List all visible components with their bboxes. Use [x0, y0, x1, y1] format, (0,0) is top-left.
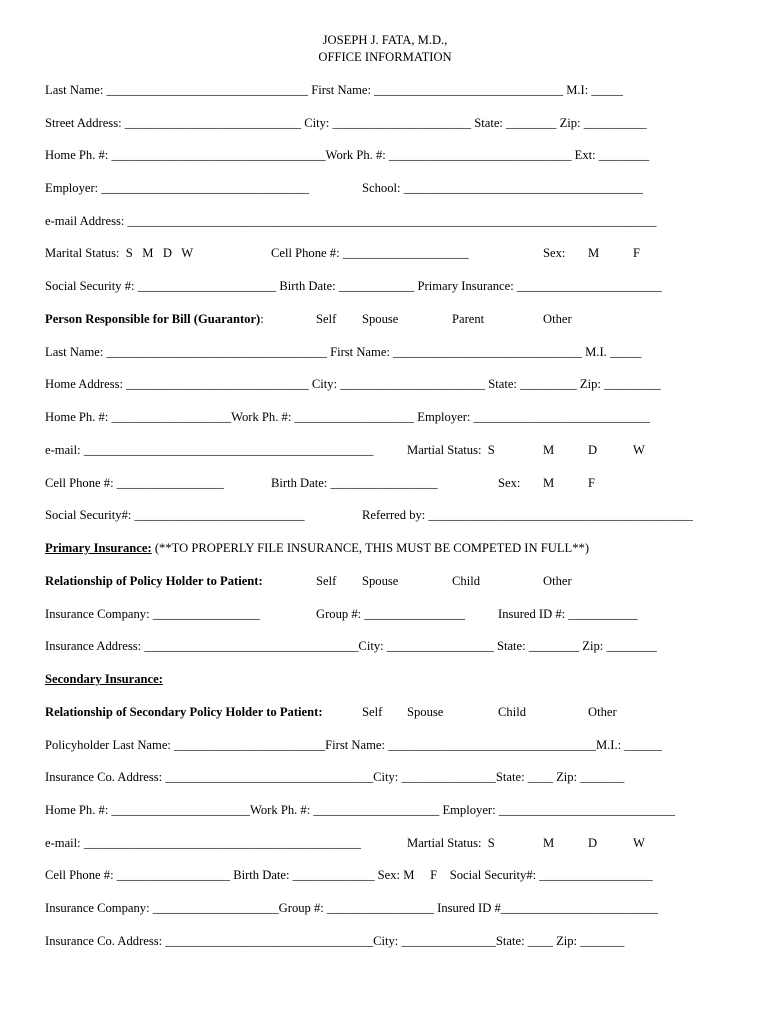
primary-insurance-heading: [45, 541, 589, 556]
secondary-opt-child[interactable]: Child: [498, 705, 526, 719]
doctor-name: JOSEPH J. FATA, M.D.,: [322, 33, 448, 47]
primary-opt-self[interactable]: Self: [316, 574, 337, 588]
guarantor-heading-text: Person Responsible for Bill (Guarantor): [45, 312, 261, 326]
patient-sex-f[interactable]: F: [633, 246, 641, 260]
guarantor-name-field[interactable]: Last Name: ___________________________________ First Name: ______________________________ M.I. _____: [45, 345, 642, 359]
guarantor-heading-colon: :: [260, 312, 264, 326]
secondary-marital-label[interactable]: Martial Status: S: [407, 836, 495, 850]
primary-opt-other[interactable]: Other: [543, 574, 572, 588]
secondary-email-field[interactable]: e-mail: ____________________________________________: [45, 836, 361, 850]
guarantor-opt-parent[interactable]: Parent: [452, 312, 485, 326]
guarantor-marital-w[interactable]: W: [633, 443, 645, 457]
guarantor-referred-field[interactable]: Referred by: __________________________________________: [362, 508, 693, 522]
guarantor-email-field[interactable]: e-mail: ______________________________________________: [45, 443, 374, 457]
guarantor-ssn-field[interactable]: Social Security#: ___________________________: [45, 508, 305, 522]
guarantor-cell-field[interactable]: Cell Phone #: _________________: [45, 476, 224, 490]
guarantor-sex-f[interactable]: F: [588, 476, 596, 490]
secondary-company-field[interactable]: Insurance Company: ____________________Group #: _________________ Insured ID #_________________________: [45, 901, 659, 915]
guarantor-marital-d[interactable]: D: [588, 443, 598, 457]
guarantor-address-field[interactable]: Home Address: _____________________________ City: _______________________ State: _________ Zip: _________: [45, 377, 661, 391]
secondary-insurance-heading: Secondary Insurance:: [45, 672, 163, 686]
patient-sex-m[interactable]: M: [588, 246, 600, 260]
guarantor-opt-self[interactable]: Self: [316, 312, 337, 326]
secondary-phone-field[interactable]: Home Ph. #: ______________________Work Ph. #: ____________________ Employer: ____________________________: [45, 803, 676, 817]
secondary-cell-birth-sex-ssn-field[interactable]: Cell Phone #: __________________ Birth Date: _____________ Sex: M F Social Security#: __________________: [45, 868, 653, 882]
patient-ssn-field[interactable]: Social Security #: ______________________ Birth Date: ____________ Primary Insurance: _______________________: [45, 279, 662, 293]
patient-employer-field[interactable]: Employer: _________________________________: [45, 181, 310, 195]
primary-group-field[interactable]: Group #: ________________: [316, 607, 466, 621]
secondary-marital-m[interactable]: M: [543, 836, 555, 850]
primary-opt-spouse[interactable]: Spouse: [362, 574, 399, 588]
secondary-marital-w[interactable]: W: [633, 836, 645, 850]
secondary-name-field[interactable]: Policyholder Last Name: ________________________First Name: _________________________________M.I.: ______: [45, 738, 663, 752]
guarantor-birth-field[interactable]: Birth Date: _________________: [271, 476, 438, 490]
secondary-address-field[interactable]: Insurance Co. Address: _________________________________City: _______________State: ____ Zip: _______: [45, 770, 625, 784]
secondary-marital-d[interactable]: D: [588, 836, 598, 850]
secondary-relationship-label: Relationship of Secondary Policy Holder to Patient:: [45, 705, 323, 719]
guarantor-phone-field[interactable]: Home Ph. #: ___________________Work Ph. #: ___________________ Employer: ____________________________: [45, 410, 650, 424]
guarantor-opt-other[interactable]: Other: [543, 312, 572, 326]
secondary-opt-other[interactable]: Other: [588, 705, 617, 719]
primary-opt-child[interactable]: Child: [452, 574, 480, 588]
secondary-address-line-field[interactable]: Insurance Co. Address: _________________________________City: _______________State: ____ Zip: _______: [45, 934, 625, 948]
secondary-opt-spouse[interactable]: Spouse: [407, 705, 444, 719]
patient-address-field[interactable]: Street Address: ____________________________ City: ______________________ State: ________ Zip: __________: [45, 116, 647, 130]
form-title: OFFICE INFORMATION: [318, 50, 452, 64]
primary-relationship-label: Relationship of Policy Holder to Patient:: [45, 574, 263, 588]
patient-school-field[interactable]: School: ______________________________________: [362, 181, 643, 195]
guarantor-heading: [45, 312, 264, 327]
patient-name-field[interactable]: Last Name: ________________________________ First Name: ______________________________ M.I: _____: [45, 83, 623, 97]
primary-address-field[interactable]: Insurance Address: __________________________________City: _________________ State: ________ Zip: ________: [45, 639, 657, 653]
guarantor-opt-spouse[interactable]: Spouse: [362, 312, 399, 326]
guarantor-marital-label[interactable]: Martial Status: S: [407, 443, 495, 457]
patient-marital-status[interactable]: Marital Status: S M D W: [45, 246, 194, 260]
primary-note: (**TO PROPERLY FILE INSURANCE, THIS MUST BE COMPETED IN FULL**): [151, 541, 590, 555]
primary-company-field[interactable]: Insurance Company: _________________: [45, 607, 260, 621]
patient-sex-label: Sex:: [543, 246, 566, 260]
patient-cell-field[interactable]: Cell Phone #: ____________________: [271, 246, 469, 260]
primary-insured-id-field[interactable]: Insured ID #: ___________: [498, 607, 638, 621]
primary-heading-text: Primary Insurance:: [45, 541, 152, 555]
guarantor-marital-m[interactable]: M: [543, 443, 555, 457]
guarantor-sex-label: Sex:: [498, 476, 521, 490]
patient-phone-field[interactable]: Home Ph. #: __________________________________Work Ph. #: _____________________________ Ext: ________: [45, 148, 650, 162]
secondary-opt-self[interactable]: Self: [362, 705, 383, 719]
patient-email-field[interactable]: e-mail Address: ____________________________________________________________________________________: [45, 214, 657, 228]
guarantor-sex-m[interactable]: M: [543, 476, 555, 490]
